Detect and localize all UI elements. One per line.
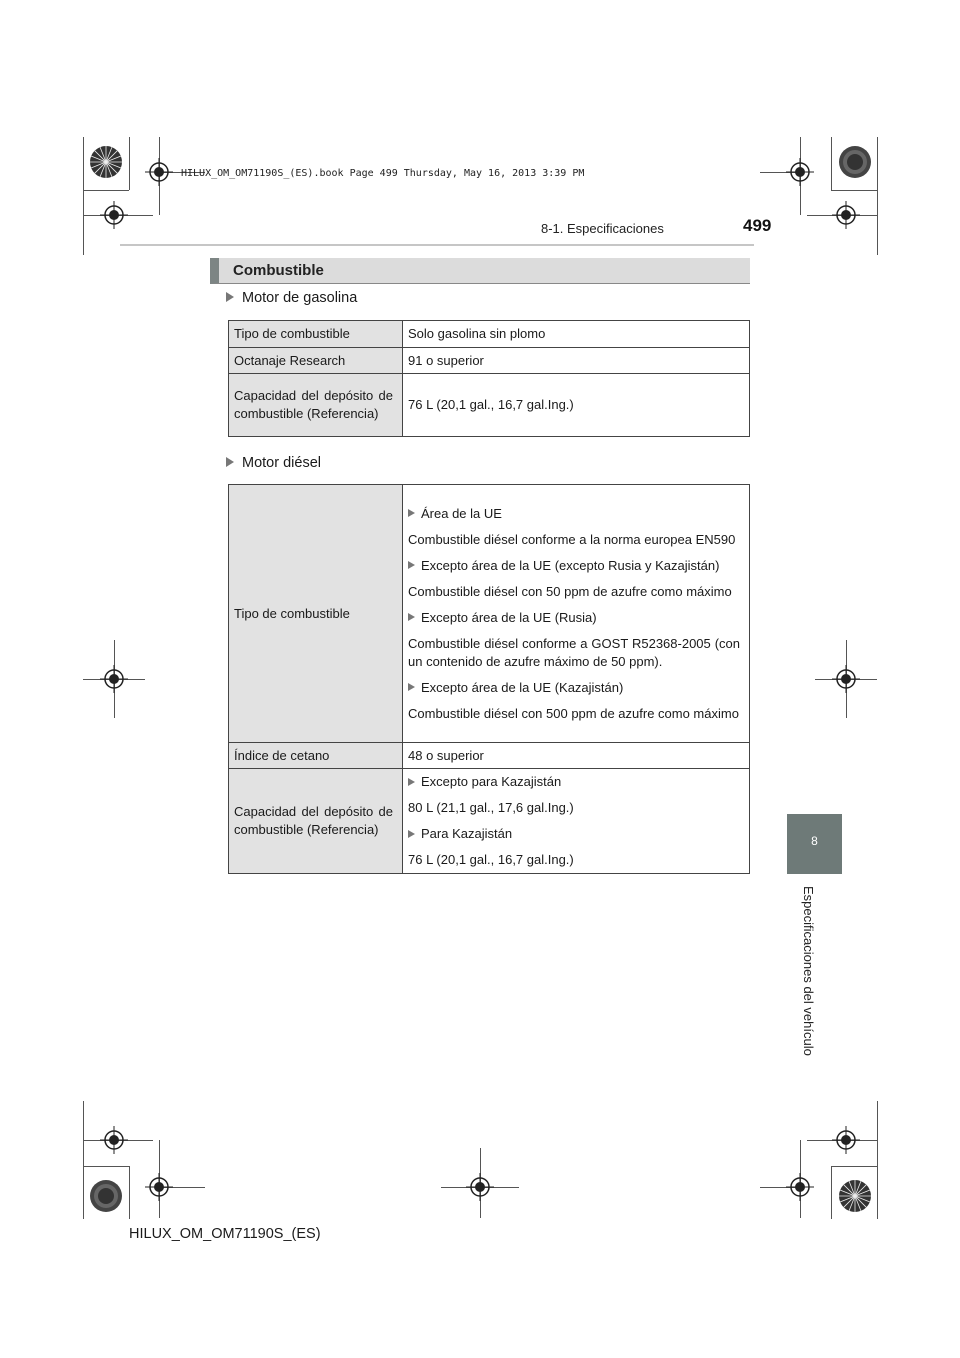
list-item: Excepto área de la UE (Kazajistán) bbox=[408, 679, 740, 697]
page-number: 499 bbox=[743, 216, 772, 235]
header-rule bbox=[120, 244, 754, 246]
list-item: Excepto área de la UE (Rusia) bbox=[408, 609, 740, 627]
registration-target-icon bbox=[100, 1126, 128, 1154]
list-item: Para Kazajistán bbox=[408, 825, 740, 843]
table-row bbox=[229, 348, 750, 374]
section-heading: Combustible bbox=[233, 262, 324, 279]
registration-target-icon bbox=[832, 201, 860, 229]
table-value-cell: 76 L (20,1 gal., 16,7 gal.Ing.) bbox=[403, 374, 750, 437]
list-item-text: 76 L (20,1 gal., 16,7 gal.Ing.) bbox=[408, 852, 574, 867]
registration-target-icon bbox=[786, 1173, 814, 1201]
list-item: Excepto para Kazajistán bbox=[408, 773, 740, 791]
diesel-spec-table bbox=[228, 484, 750, 874]
table-row bbox=[229, 743, 750, 769]
radial-mark-icon bbox=[838, 145, 872, 179]
table-value-cell bbox=[403, 485, 750, 743]
registration-target-icon bbox=[145, 1173, 173, 1201]
list-item-text: Combustible diésel conforme a GOST R52368-2005 (con un contenido de azufre máximo de 50 ppm). bbox=[408, 635, 740, 669]
table-row bbox=[229, 374, 750, 437]
table-value-cell: 91 o superior bbox=[403, 348, 750, 374]
table-label-cell: Tipo de combustible bbox=[229, 485, 403, 743]
list-item-text: 80 L (21,1 gal., 17,6 gal.Ing.) bbox=[408, 800, 574, 815]
triangle-bullet-icon bbox=[408, 561, 415, 569]
registration-target-icon bbox=[466, 1173, 494, 1201]
registration-target-icon bbox=[100, 665, 128, 693]
table-label-cell: Octanaje Research bbox=[229, 348, 403, 374]
list-item: Excepto área de la UE (excepto Rusia y Kazajistán) bbox=[408, 557, 740, 575]
table-row bbox=[229, 769, 750, 874]
triangle-bullet-icon bbox=[226, 457, 234, 467]
gasoline-subheading: Motor de gasolina bbox=[226, 290, 357, 306]
registration-target-icon bbox=[100, 201, 128, 229]
gasoline-spec-table bbox=[228, 320, 750, 437]
chapter-tab bbox=[787, 814, 842, 874]
chapter-number: 8 bbox=[811, 834, 818, 848]
list-item-text: Combustible diésel con 500 ppm de azufre como máximo bbox=[408, 705, 739, 721]
footer-doc-code: HILUX_OM_OM71190S_(ES) bbox=[129, 1226, 321, 1242]
table-row bbox=[229, 321, 750, 348]
table-value-cell: 48 o superior bbox=[403, 743, 750, 769]
book-file-note: HILUX_OM_OM71190S_(ES).book Page 499 Thursday, May 16, 2013 3:39 PM bbox=[181, 168, 585, 179]
list-item-text: Combustible diésel con 50 ppm de azufre como máximo bbox=[408, 583, 732, 599]
triangle-bullet-icon bbox=[408, 830, 415, 838]
radial-mark-icon bbox=[89, 1179, 123, 1213]
registration-target-icon bbox=[145, 158, 173, 186]
triangle-bullet-icon bbox=[408, 613, 415, 621]
list-item-text: Combustible diésel conforme a la norma europea EN590 bbox=[408, 531, 736, 547]
diesel-subheading: Motor diésel bbox=[226, 455, 321, 471]
table-row bbox=[229, 485, 750, 743]
table-label-cell: Capacidad del depósito de combustible (Referencia) bbox=[229, 374, 403, 437]
table-value-cell bbox=[403, 769, 750, 874]
table-value-cell: Solo gasolina sin plomo bbox=[403, 321, 750, 348]
radial-mark-icon bbox=[89, 145, 123, 179]
table-label-cell: Índice de cetano bbox=[229, 743, 403, 769]
table-label-cell: Capacidad del depósito de combustible (Referencia) bbox=[229, 769, 403, 874]
section-heading-bar bbox=[210, 258, 750, 284]
list-item: Área de la UE bbox=[408, 505, 740, 523]
radial-mark-icon bbox=[838, 1179, 872, 1213]
triangle-bullet-icon bbox=[408, 683, 415, 691]
triangle-bullet-icon bbox=[226, 292, 234, 302]
triangle-bullet-icon bbox=[408, 778, 415, 786]
table-label-cell: Tipo de combustible bbox=[229, 321, 403, 348]
registration-target-icon bbox=[832, 665, 860, 693]
section-name: 8-1. Especificaciones bbox=[541, 221, 664, 236]
chapter-label: Especificaciones del vehículo bbox=[801, 886, 816, 1056]
registration-target-icon bbox=[832, 1126, 860, 1154]
registration-target-icon bbox=[786, 158, 814, 186]
triangle-bullet-icon bbox=[408, 509, 415, 517]
